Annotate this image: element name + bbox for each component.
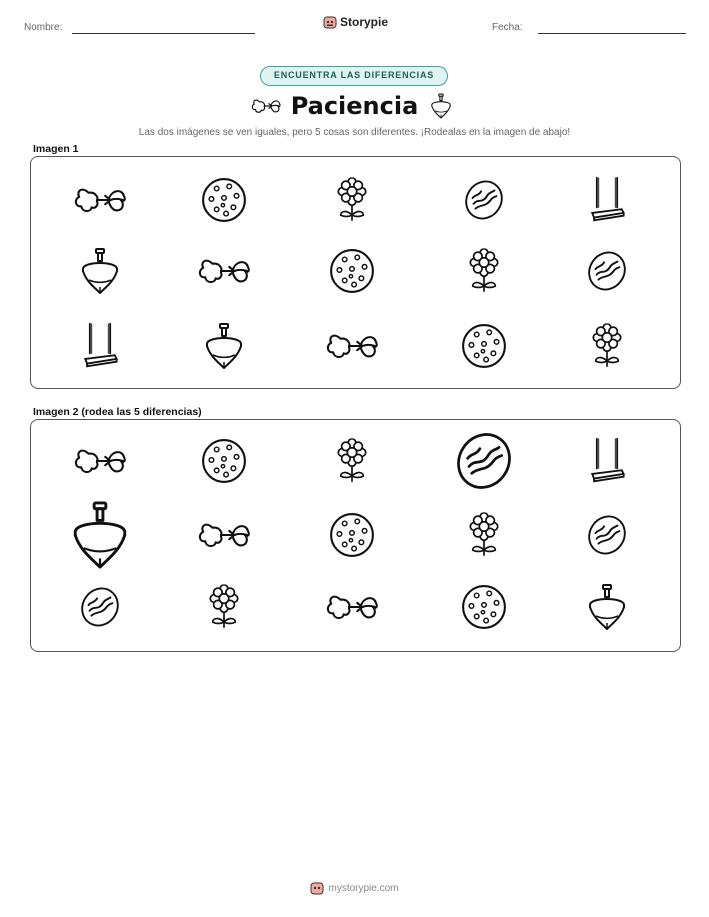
spinning-top-icon-large[interactable] bbox=[69, 500, 131, 570]
cookie-icon bbox=[201, 177, 247, 223]
kiss-icon bbox=[74, 182, 126, 218]
footer bbox=[0, 881, 709, 895]
seed-icon bbox=[463, 178, 505, 222]
brand-logo bbox=[323, 15, 388, 29]
flower-icon[interactable] bbox=[335, 438, 369, 484]
seed-icon[interactable] bbox=[586, 513, 628, 557]
spinning-top-icon bbox=[204, 322, 244, 370]
swing-icon[interactable] bbox=[588, 437, 626, 485]
seed-icon[interactable] bbox=[79, 585, 121, 629]
title-spinning-top-icon bbox=[430, 93, 452, 124]
flower-icon[interactable] bbox=[467, 512, 501, 558]
cookie-icon bbox=[329, 248, 375, 294]
storypie-mascot-icon bbox=[310, 881, 324, 895]
cookie-icon[interactable] bbox=[329, 512, 375, 558]
name-label: Nombre: bbox=[24, 22, 63, 33]
kiss-icon[interactable] bbox=[74, 443, 126, 479]
page-title: Paciencia bbox=[290, 92, 419, 120]
kiss-icon[interactable] bbox=[198, 517, 250, 553]
date-input-line[interactable] bbox=[538, 33, 686, 34]
cookie-icon[interactable] bbox=[201, 438, 247, 484]
storypie-mascot-icon bbox=[323, 15, 337, 29]
swing-icon bbox=[81, 322, 119, 370]
cookie-icon[interactable] bbox=[461, 584, 507, 630]
flower-icon bbox=[467, 248, 501, 294]
kiss-icon[interactable] bbox=[326, 589, 378, 625]
cookie-icon bbox=[461, 323, 507, 369]
image2-label: Imagen 2 (rodea las 5 diferencias) bbox=[33, 406, 202, 418]
date-label: Fecha: bbox=[492, 22, 523, 33]
brand-name: Storypie bbox=[340, 15, 389, 29]
instructions: Las dos imágenes se ven iguales, pero 5 cosas son diferentes. ¡Rodealas en la imagen de abajo! bbox=[138, 127, 571, 138]
flower-icon[interactable] bbox=[207, 584, 241, 630]
spinning-top-icon[interactable] bbox=[587, 583, 627, 631]
flower-icon bbox=[335, 177, 369, 223]
worksheet-type-badge: ENCUENTRA LAS DIFERENCIAS bbox=[260, 66, 448, 86]
seed-icon-large[interactable] bbox=[454, 430, 514, 492]
kiss-icon bbox=[326, 328, 378, 364]
name-input-line[interactable] bbox=[72, 33, 255, 34]
kiss-icon bbox=[198, 253, 250, 289]
spinning-top-icon bbox=[80, 247, 120, 295]
seed-icon bbox=[586, 249, 628, 293]
image1-label: Imagen 1 bbox=[33, 143, 79, 155]
flower-icon bbox=[590, 323, 624, 369]
swing-icon bbox=[588, 176, 626, 224]
footer-url: mystorypie.com bbox=[328, 882, 399, 894]
